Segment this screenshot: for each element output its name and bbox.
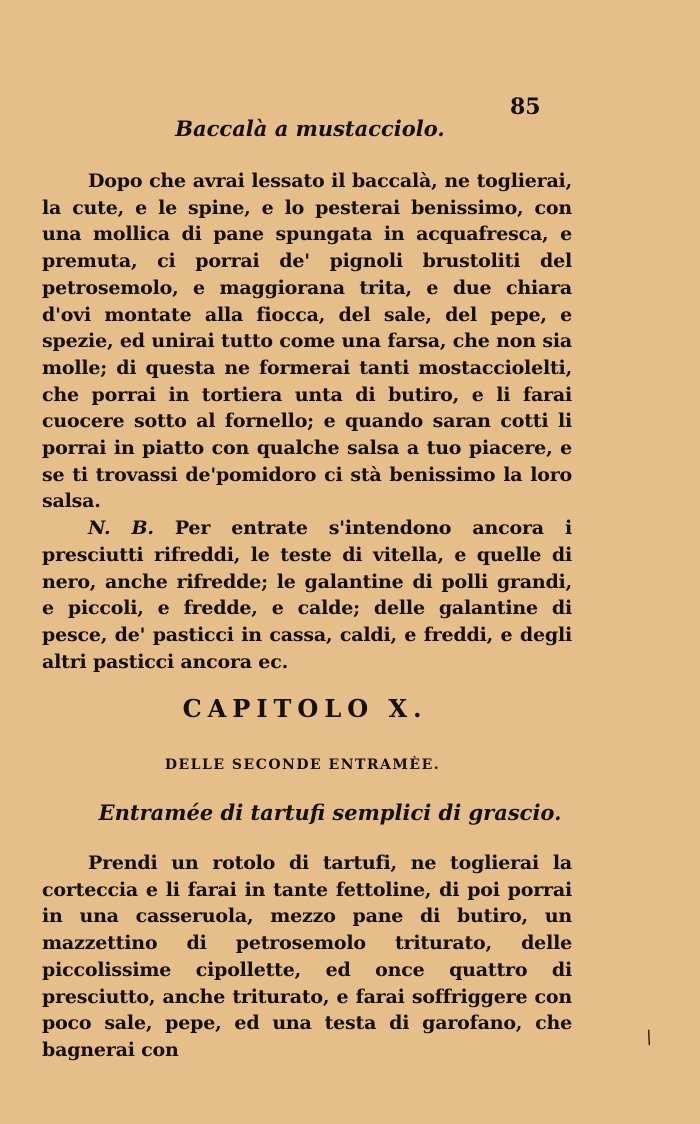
ink-mark: / <box>642 1026 656 1049</box>
subsection-title: Entramée di tartufi semplici di grascio. <box>98 800 562 825</box>
note-paragraph <box>42 515 572 675</box>
note-text: Per entrate s'intendono ancora i presciutti rifreddi, le teste di vitella, e quelle di nero, anche rifredde; le galantine di polli grandi, e piccoli, e fredde, e calde; delle galantine di pesce, de' pasticci in cassa, caldi, e freddi, e degli altri pasticci ancora ec. <box>42 517 572 673</box>
recipe-paragraph: Dopo che avrai lessato il baccalà, ne toglierai, la cute, e le spine, e lo pesterai benissimo, con una mollica di pane spungata in acquafresca, e premuta, ci porrai de' pignoli brustoliti del petrosemolo, e maggiorana trita, e due chiara d'ovi montate alla fiocca, del sale, del pepe, e spezie, ed unirai tutto come una farsa, che non sia molle; di questa ne formerai tanti mostacciolelti, che porrai in tortiera unta di butiro, e li farai cuocere sotto al fornello; e quando saran cotti li porrai in piatto con qualche salsa a tuo piacere, e se ti trovassi de'pomidoro ci stà benissimo la loro salsa. <box>42 170 572 513</box>
subsection-text-block <box>42 850 572 1064</box>
recipe-text-block <box>42 168 572 675</box>
note-label: N. B. <box>88 517 154 540</box>
recipe-title: Baccalà a mustacciolo. <box>175 116 445 141</box>
chapter-title: CAPITOLO X. <box>182 694 428 723</box>
subsection-paragraph: Prendi un rotolo di tartufi, ne toglierai la corteccia e li farai in tante fettoline, di poi porrai in una casseruola, mezzo pane di butiro, un mazzettino di petrosemolo triturato, delle piccolissime cipollette, ed once quattro di presciutto, anche triturato, e farai soffriggere con poco sale, pepe, ed una testa di garofano, che bagnerai con <box>42 852 572 1061</box>
section-heading: DELLE SECONDE ENTRAMÈE. <box>164 757 441 773</box>
page-number: 85 <box>510 94 541 120</box>
